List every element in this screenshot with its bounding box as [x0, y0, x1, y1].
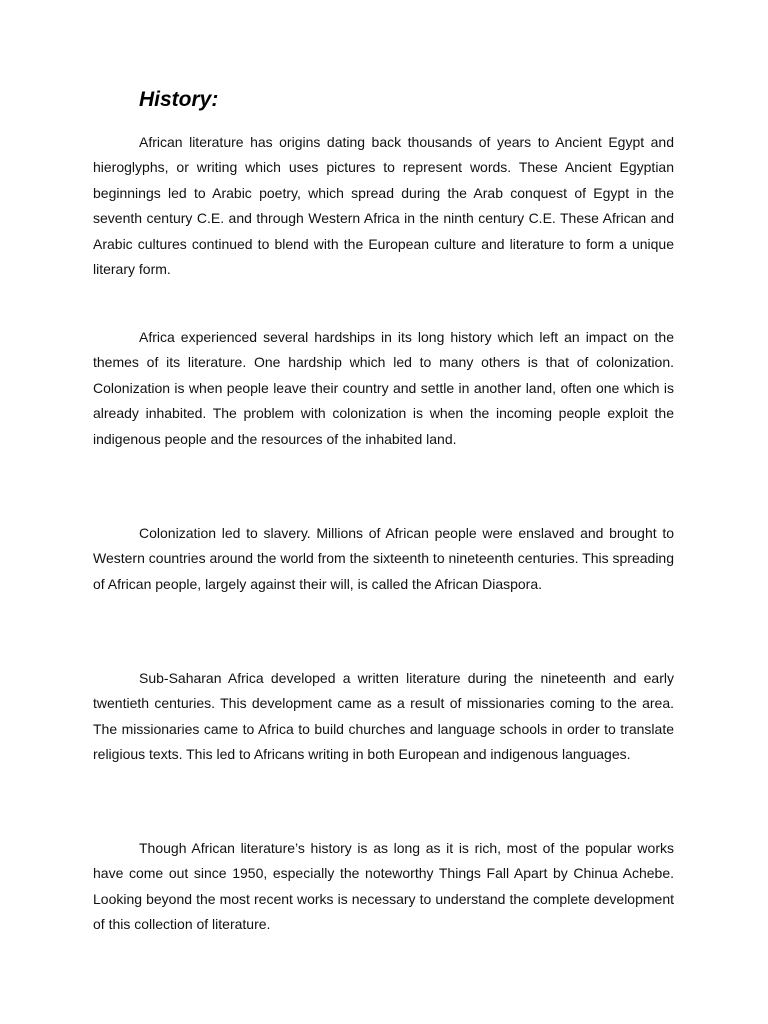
paragraph-origins: African literature has origins dating back thousands of years to Ancient Egypt and hieroglyphs, or writing which uses pictures to represent words. These Ancient Egyptian beginnings led to Arabic poetry, which spread during the Arab conquest of Egypt in the seventh century C.E. and through Western Africa in the ninth century C.E. These African and Arabic cultures continued to blend with the European culture and literature to form a unique literary form.: [93, 134, 674, 278]
paragraph-hardships: Africa experienced several hardships in its long history which left an impact on the themes of its literature. One hardship which led to many others is that of colonization. Colonization is when people leave their country and settle in another land, often one which is already inhabited. The problem with colonization is when the incoming people exploit the indigenous people and the resources of the inhabited land.: [93, 329, 674, 447]
paragraph-modern-works: Though African literature’s history is as long as it is rich, most of the popular works have come out since 1950, especially the noteworthy Things Fall Apart by Chinua Achebe. Looking beyond the most recent works is necessary to understand the complete development of this collection of literature.: [93, 840, 674, 933]
paragraph-written-literature: Sub-Saharan Africa developed a written literature during the nineteenth and early twentieth centuries. This development came as a result of missionaries coming to the area. The missionaries came to Africa to build churches and language schools in order to translate religious texts. This led to Africans writing in both European and indigenous languages.: [93, 670, 674, 763]
section-heading: History:: [139, 88, 219, 111]
paragraph-slavery: Colonization led to slavery. Millions of African people were enslaved and brought to Western countries around the world from the sixteenth to nineteenth centuries. This spreading of African people, largely against their will, is called the African Diaspora.: [93, 525, 674, 592]
